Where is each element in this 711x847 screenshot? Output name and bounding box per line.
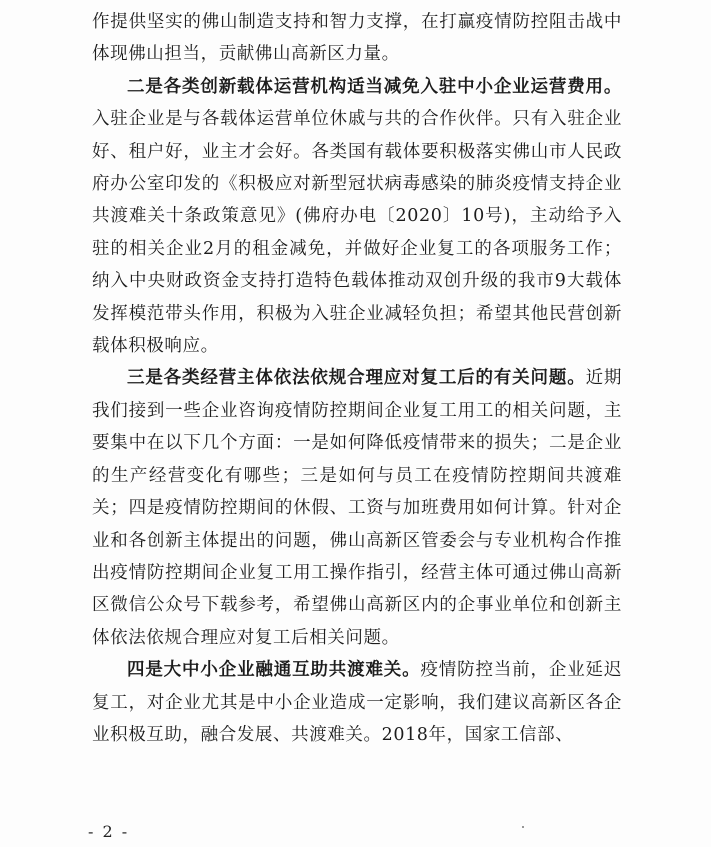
paragraph-heading: 四是大中小企业融通互助共渡难关。 xyxy=(127,660,421,681)
paragraph-third-measure xyxy=(92,362,622,654)
paragraph-text: 入驻企业是与各载体运营单位休戚与共的合作伙伴。只有入驻企业好、租户好，业主才会好。各类国有载体要积极落实佛山市人民政府办公室印发的《积极应对新型冠状病毒感染的肺炎疫情支持企业共渡难关十条政策意见》(佛府办电〔2020〕10号)，主动给予入驻的相关企业2月的租金减免，并做好企业复工的各项服务工作；纳入中央财政资金支持打造特色载体推动双创升级的我市9大载体发挥模范带头作用，积极为入驻企业减轻负担；希望其他民营创新载体积极响应。 xyxy=(92,109,622,357)
paragraph-continuation xyxy=(92,6,622,71)
paragraph-text: 作提供坚实的佛山制造支持和智力支撑，在打赢疫情防控阻击战中体现佛山担当，贡献佛山高新区力量。 xyxy=(92,12,622,65)
scan-speck xyxy=(522,826,524,828)
paragraph-text: 疫情防控当前，企业延迟复工，对企业尤其是中小企业造成一定影响，我们建议高新区各企业积极互助，融合发展、共渡难关。2018年，国家工信部、 xyxy=(92,660,622,745)
paragraph-heading: 三是各类经营主体依法依规合理应对复工后的有关问题。 xyxy=(127,368,586,389)
paragraph-fourth-measure xyxy=(92,654,622,751)
document-body xyxy=(92,6,622,751)
paragraph-text: 近期我们接到一些企业咨询疫情防控期间企业复工用工的相关问题，主要集中在以下几个方面：一是如何降低疫情带来的损失；二是企业的生产经营变化有哪些；三是如何与员工在疫情防控期间共渡难关；四是疫情防控期间的休假、工资与加班费用如何计算。针对企业和各创新主体提出的问题，佛山高新区管委会与专业机构合作推出疫情防控期间企业复工用工操作指引，经营主体可通过佛山高新区微信公众号下载参考，希望佛山高新区内的企事业单位和创新主体依法依规合理应对复工后相关问题。 xyxy=(92,368,623,648)
paragraph-heading: 二是各类创新载体运营机构适当减免入驻中小企业运营费用。 xyxy=(127,76,622,97)
paragraph-second-measure xyxy=(92,71,622,363)
page-number: - 2 - xyxy=(88,822,130,841)
